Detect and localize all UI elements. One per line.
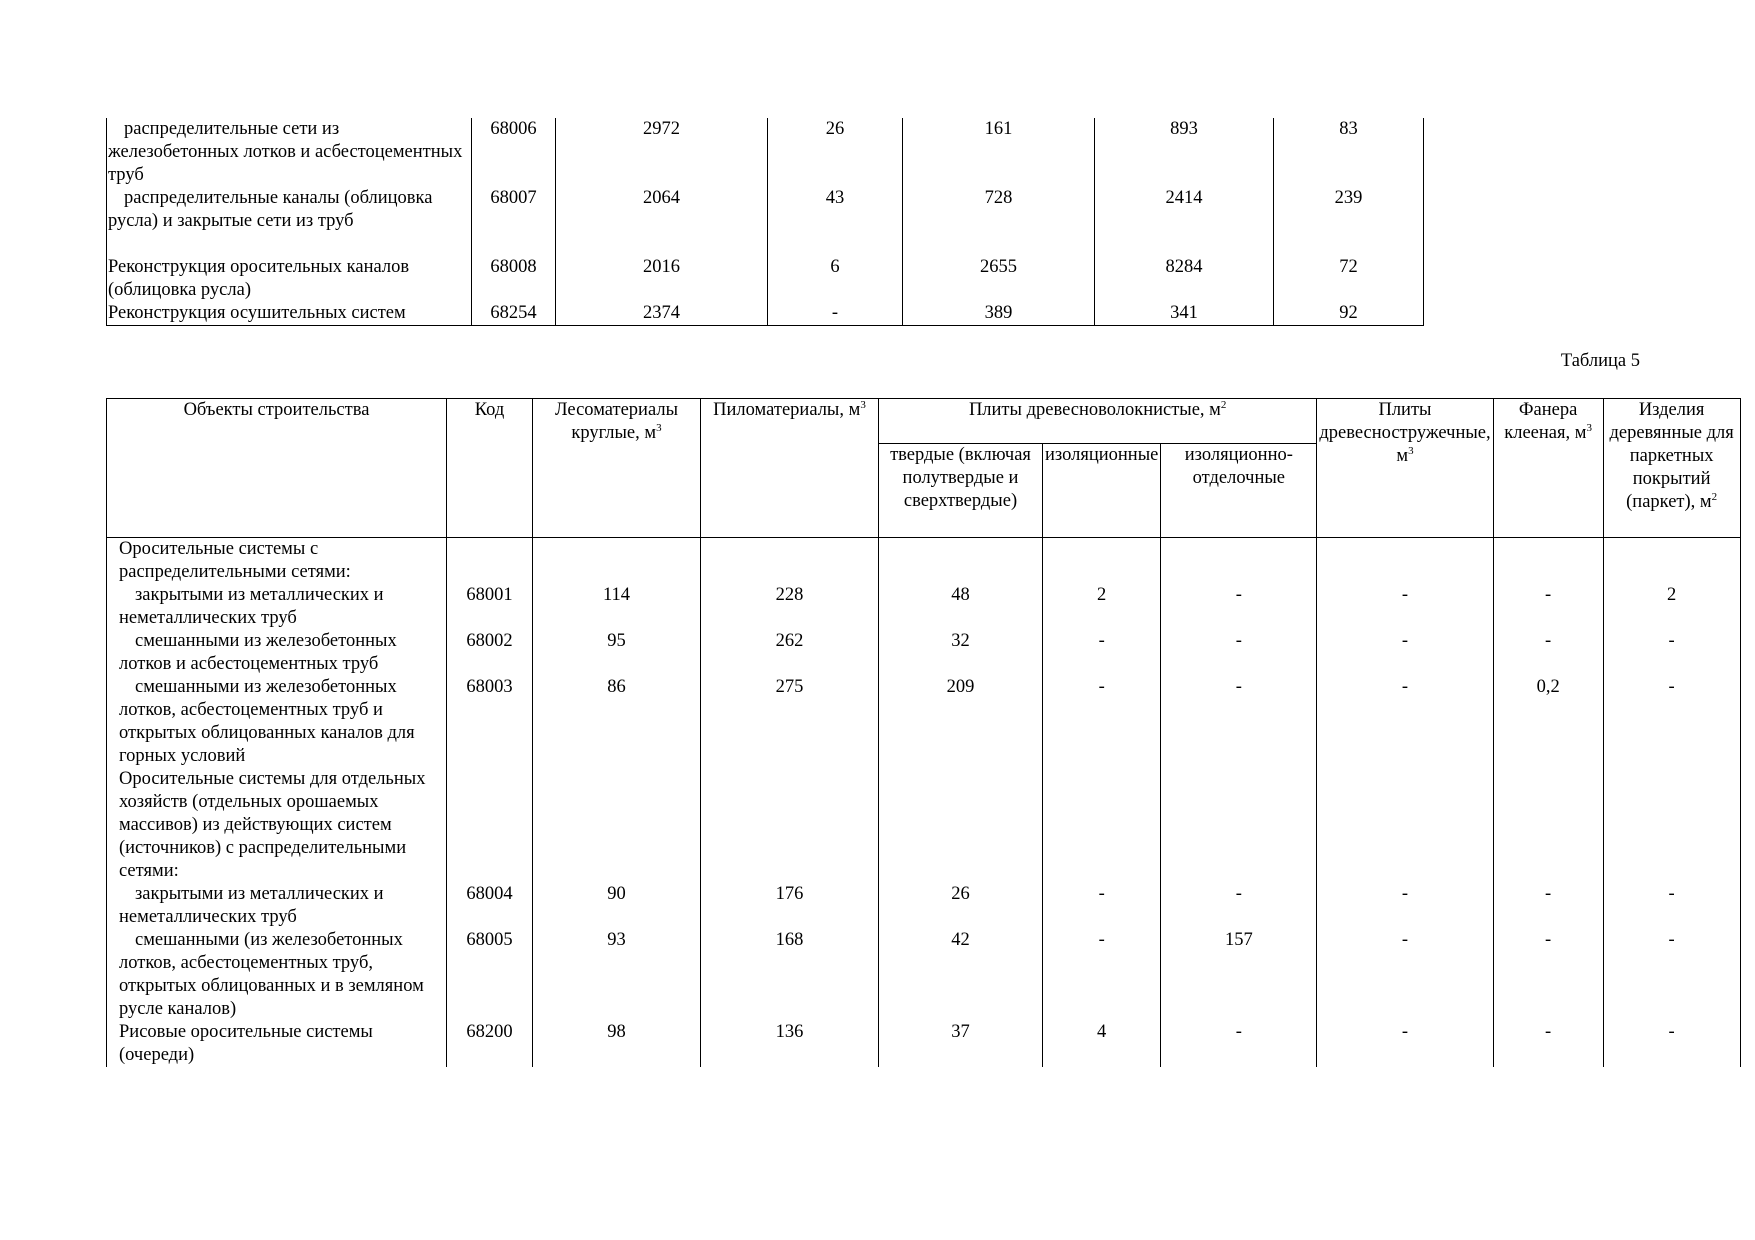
table-row bbox=[107, 118, 1424, 187]
row-value: 43 bbox=[768, 187, 903, 256]
row-value: - bbox=[1493, 630, 1603, 676]
row-value: 26 bbox=[768, 118, 903, 187]
row-name: смешанными (из железобетонных лотков, асбестоцементных труб, открытых облицованных и в земляном русле каналов) bbox=[107, 929, 447, 1021]
row-name: Оросительные системы для отдельных хозяйств (отдельных орошаемых массивов) из действующих систем (источников) с распределительными сетями: bbox=[107, 768, 447, 883]
row-value: - bbox=[1603, 1021, 1740, 1067]
table-row bbox=[107, 1021, 1741, 1067]
row-name: распределительные сети из железобетонных лотков и асбестоцементных труб bbox=[107, 118, 472, 187]
row-value bbox=[1603, 538, 1740, 585]
row-value: - bbox=[1493, 929, 1603, 1021]
row-value: 8284 bbox=[1095, 256, 1274, 302]
row-value bbox=[879, 768, 1043, 883]
row-value: 389 bbox=[903, 302, 1095, 326]
row-name: смешанными из железобетонных лотков, асбестоцементных труб и открытых облицованных каналов для горных условий bbox=[107, 676, 447, 768]
row-value: - bbox=[1493, 883, 1603, 929]
row-value: - bbox=[768, 302, 903, 326]
row-value: - bbox=[1043, 883, 1161, 929]
row-value: 2 bbox=[1603, 584, 1740, 630]
row-value bbox=[533, 768, 701, 883]
row-value bbox=[1161, 768, 1317, 883]
row-value: 0,2 bbox=[1493, 676, 1603, 768]
row-name: Реконструкция осушительных систем bbox=[107, 302, 472, 326]
row-name: Рисовые оросительные системы (очереди) bbox=[107, 1021, 447, 1067]
row-value: - bbox=[1317, 630, 1493, 676]
row-value: 157 bbox=[1161, 929, 1317, 1021]
table-row bbox=[107, 538, 1741, 585]
row-value: 42 bbox=[879, 929, 1043, 1021]
row-code: 68001 bbox=[447, 584, 533, 630]
row-value bbox=[1043, 768, 1161, 883]
table-row bbox=[107, 676, 1741, 768]
row-value bbox=[1493, 768, 1603, 883]
header-fiber-insulating-finishing: изоляционно-отделочные bbox=[1161, 444, 1317, 538]
row-value: 26 bbox=[879, 883, 1043, 929]
row-code: 68007 bbox=[472, 187, 556, 256]
row-name: Реконструкция оросительных каналов (облицовка русла) bbox=[107, 256, 472, 302]
row-value: - bbox=[1317, 676, 1493, 768]
row-value bbox=[1603, 768, 1740, 883]
row-code: 68004 bbox=[447, 883, 533, 929]
row-value: 2414 bbox=[1095, 187, 1274, 256]
row-value: 176 bbox=[701, 883, 879, 929]
row-code: 68006 bbox=[472, 118, 556, 187]
row-value: 2374 bbox=[556, 302, 768, 326]
row-value: 161 bbox=[903, 118, 1095, 187]
row-value: 341 bbox=[1095, 302, 1274, 326]
row-code: 68008 bbox=[472, 256, 556, 302]
row-value: - bbox=[1603, 883, 1740, 929]
header-code: Код bbox=[447, 399, 533, 538]
row-value: 209 bbox=[879, 676, 1043, 768]
table-row bbox=[107, 187, 1424, 256]
row-value: 48 bbox=[879, 584, 1043, 630]
table-caption: Таблица 5 bbox=[1560, 351, 1640, 371]
row-value: 92 bbox=[1274, 302, 1424, 326]
row-value: - bbox=[1603, 630, 1740, 676]
row-value: 93 bbox=[533, 929, 701, 1021]
row-value: 4 bbox=[1043, 1021, 1161, 1067]
row-value: - bbox=[1603, 676, 1740, 768]
row-value bbox=[1317, 538, 1493, 585]
row-code bbox=[447, 768, 533, 883]
row-name: закрытыми из металлических и неметаллических труб bbox=[107, 584, 447, 630]
row-value: - bbox=[1161, 630, 1317, 676]
header-objects: Объекты строительства bbox=[107, 399, 447, 538]
table-row bbox=[107, 929, 1741, 1021]
row-value: - bbox=[1317, 584, 1493, 630]
row-value: 95 bbox=[533, 630, 701, 676]
row-value: 72 bbox=[1274, 256, 1424, 302]
table-5 bbox=[106, 398, 1741, 1067]
row-value: 6 bbox=[768, 256, 903, 302]
header-sawn: Пиломатериалы, $м^3$ bbox=[701, 399, 879, 538]
row-value: - bbox=[1603, 929, 1740, 1021]
row-value bbox=[879, 538, 1043, 585]
row-value: 228 bbox=[701, 584, 879, 630]
row-value bbox=[1493, 538, 1603, 585]
row-name: Оросительные системы с распределительными сетями: bbox=[107, 538, 447, 585]
row-value: 98 bbox=[533, 1021, 701, 1067]
row-value: 2064 bbox=[556, 187, 768, 256]
row-code: 68254 bbox=[472, 302, 556, 326]
row-value: 2655 bbox=[903, 256, 1095, 302]
row-value: 262 bbox=[701, 630, 879, 676]
row-value bbox=[533, 538, 701, 585]
header-particle: Плиты древесностружечные, $м^3$ bbox=[1317, 399, 1493, 538]
row-value: 90 bbox=[533, 883, 701, 929]
row-value: - bbox=[1043, 630, 1161, 676]
row-code bbox=[447, 538, 533, 585]
row-name: смешанными из железобетонных лотков и асбестоцементных труб bbox=[107, 630, 447, 676]
row-value: 114 bbox=[533, 584, 701, 630]
row-value: - bbox=[1043, 929, 1161, 1021]
table-row bbox=[107, 630, 1741, 676]
header-fiber-hard: твердые (включая полутвердые и сверхтвердые) bbox=[879, 444, 1043, 538]
row-value bbox=[701, 538, 879, 585]
row-value: 2972 bbox=[556, 118, 768, 187]
header-plywood: Фанера клееная, $м^3$ bbox=[1493, 399, 1603, 538]
row-value: 32 bbox=[879, 630, 1043, 676]
row-value bbox=[1161, 538, 1317, 585]
row-value: - bbox=[1043, 676, 1161, 768]
row-value: 239 bbox=[1274, 187, 1424, 256]
table-row bbox=[107, 584, 1741, 630]
row-value: - bbox=[1493, 1021, 1603, 1067]
continued-table bbox=[106, 118, 1424, 326]
row-value: 275 bbox=[701, 676, 879, 768]
row-value: 2016 bbox=[556, 256, 768, 302]
table-row bbox=[107, 256, 1424, 302]
row-value: 2 bbox=[1043, 584, 1161, 630]
row-code: 68003 bbox=[447, 676, 533, 768]
header-parquet: Изделия деревянные для паркетных покрытий (паркет), $м^2$ bbox=[1603, 399, 1740, 538]
header-roundwood: Лесоматериалы круглые, $м^3$ bbox=[533, 399, 701, 538]
row-value: 168 bbox=[701, 929, 879, 1021]
row-code: 68200 bbox=[447, 1021, 533, 1067]
row-value: 86 bbox=[533, 676, 701, 768]
row-value: - bbox=[1317, 929, 1493, 1021]
row-value: - bbox=[1317, 883, 1493, 929]
table-row bbox=[107, 883, 1741, 929]
row-value: 893 bbox=[1095, 118, 1274, 187]
row-name: распределительные каналы (облицовка русла) и закрытые сети из труб bbox=[107, 187, 472, 256]
row-value: 136 bbox=[701, 1021, 879, 1067]
header-fiber-insulating: изоляционные bbox=[1043, 444, 1161, 538]
row-value: 83 bbox=[1274, 118, 1424, 187]
row-name: закрытыми из металлических и неметаллических труб bbox=[107, 883, 447, 929]
row-value: - bbox=[1161, 584, 1317, 630]
row-value: - bbox=[1161, 1021, 1317, 1067]
row-value: - bbox=[1161, 676, 1317, 768]
table-row bbox=[107, 302, 1424, 326]
row-value bbox=[1317, 768, 1493, 883]
row-value: - bbox=[1317, 1021, 1493, 1067]
row-value bbox=[1043, 538, 1161, 585]
table-row bbox=[107, 768, 1741, 883]
row-value bbox=[701, 768, 879, 883]
header-fiberboard: Плиты древесноволокнистые, $м^2$ bbox=[879, 399, 1317, 444]
row-value: 728 bbox=[903, 187, 1095, 256]
row-code: 68002 bbox=[447, 630, 533, 676]
row-value: - bbox=[1493, 584, 1603, 630]
row-value: - bbox=[1161, 883, 1317, 929]
row-value: 37 bbox=[879, 1021, 1043, 1067]
row-code: 68005 bbox=[447, 929, 533, 1021]
